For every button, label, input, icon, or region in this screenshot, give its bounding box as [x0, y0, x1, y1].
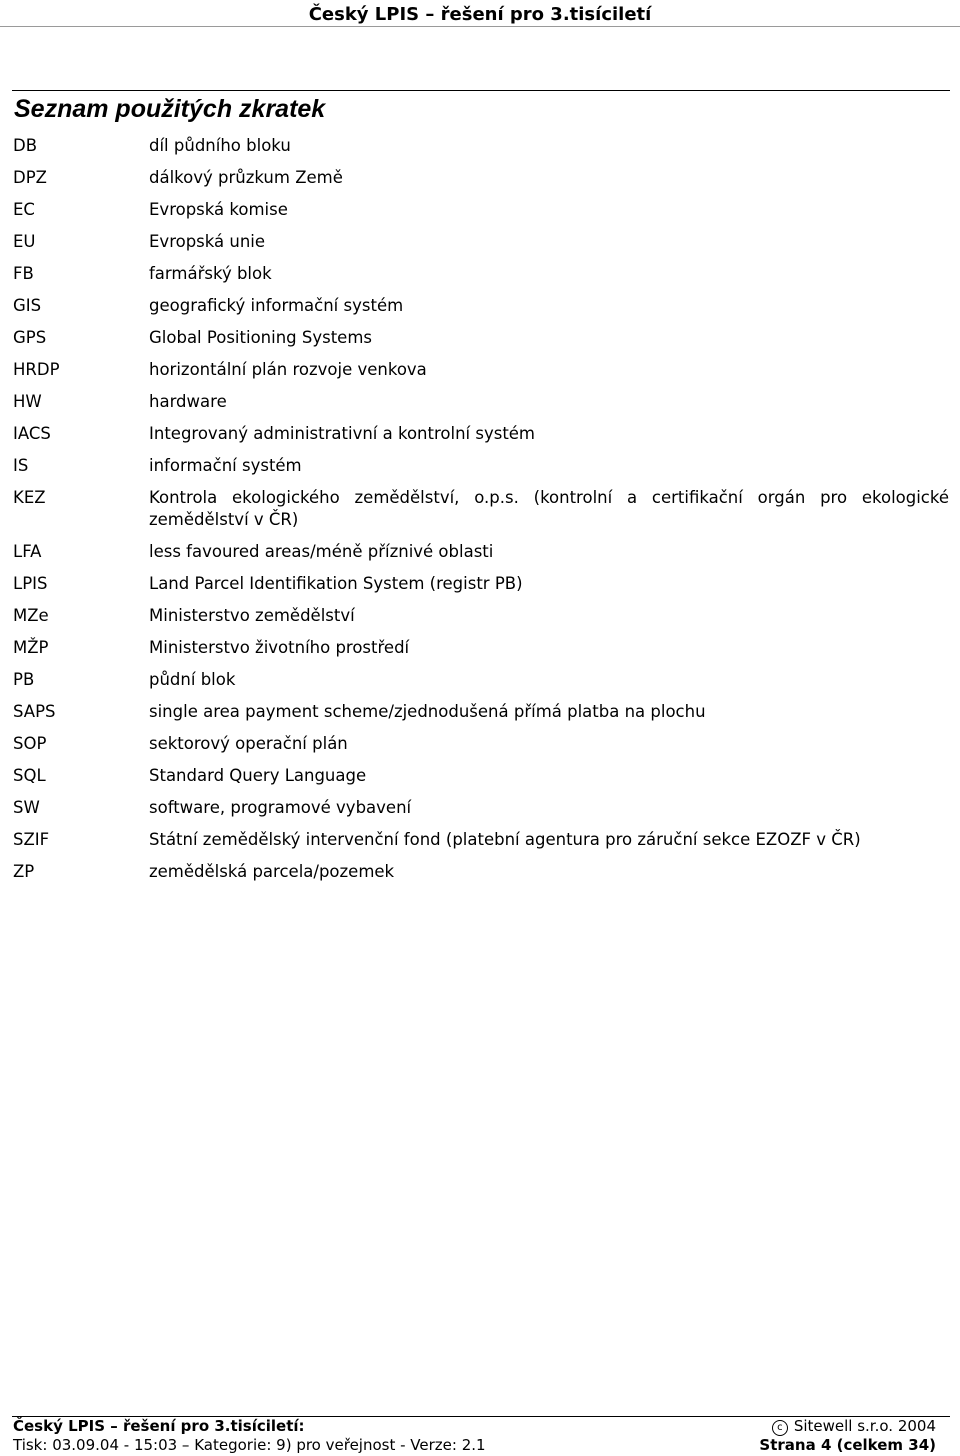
abbreviation-term: MZe	[13, 606, 49, 625]
abbreviation-row	[0, 760, 960, 792]
abbreviation-row	[0, 824, 960, 856]
abbreviation-description: Global Positioning Systems	[149, 328, 373, 347]
abbreviation-term: PB	[13, 670, 35, 689]
abbreviation-description: sektorový operační plán	[149, 734, 348, 753]
footer-bottom-line	[13, 1436, 936, 1454]
abbreviation-row	[0, 696, 960, 728]
abbreviation-term: EC	[13, 200, 35, 219]
abbreviation-description: horizontální plán rozvoje venkova	[149, 360, 427, 379]
abbreviation-description: díl půdního bloku	[149, 136, 291, 155]
abbreviation-row	[0, 536, 960, 568]
footer-doc-title: Český LPIS – řešení pro 3.tisíciletí:	[13, 1417, 305, 1435]
abbreviation-description: Kontrola ekologického zemědělství, o.p.s. (kontrolní a certifikační orgán pro ekologické zemědělství v ČR)	[149, 488, 949, 529]
abbreviation-row	[0, 290, 960, 322]
abbreviation-description: Integrovaný administrativní a kontrolní systém	[149, 424, 536, 443]
footer-page-info: Strana 4 (celkem 34)	[759, 1436, 936, 1454]
page-header-title: Český LPIS – řešení pro 3.tisíciletí	[308, 4, 652, 25]
abbreviation-term: FB	[13, 264, 34, 283]
abbreviation-row	[0, 856, 960, 888]
abbreviation-description: Státní zemědělský intervenční fond (platební agentura pro záruční sekce EZOZF v ČR)	[149, 830, 861, 849]
header-divider	[0, 26, 960, 27]
abbreviation-description: farmářský blok	[149, 264, 272, 283]
abbreviation-term: ZP	[13, 862, 35, 881]
abbreviation-row	[0, 354, 960, 386]
abbreviation-term: EU	[13, 232, 36, 251]
abbreviation-row	[0, 418, 960, 450]
copyright-icon: c	[772, 1420, 788, 1436]
abbreviation-row	[0, 728, 960, 760]
abbreviation-term: LFA	[13, 542, 42, 561]
abbreviation-row	[0, 792, 960, 824]
abbreviation-description: zemědělská parcela/pozemek	[149, 862, 395, 881]
abbreviation-term: IACS	[13, 424, 51, 443]
abbreviation-description: less favoured areas/méně příznivé oblasti	[149, 542, 494, 561]
abbreviation-description: půdní blok	[149, 670, 236, 689]
abbreviation-term: MŽP	[13, 638, 49, 657]
abbreviation-row	[0, 130, 960, 162]
footer-copyright	[772, 1417, 936, 1436]
abbreviation-row	[0, 322, 960, 354]
abbreviation-term: KEZ	[13, 488, 46, 507]
abbreviation-description: dálkový průzkum Země	[149, 168, 343, 187]
abbreviation-description: single area payment scheme/zjednodušená přímá platba na plochu	[149, 702, 706, 721]
abbreviation-term: SOP	[13, 734, 47, 753]
abbreviation-description: Evropská komise	[149, 200, 288, 219]
abbreviation-row	[0, 194, 960, 226]
section-title: Seznam použitých zkratek	[14, 95, 326, 123]
abbreviation-term: DPZ	[13, 168, 47, 187]
abbreviation-row	[0, 664, 960, 696]
footer-print-info: Tisk: 03.09.04 - 15:03 – Kategorie: 9) pro veřejnost - Verze: 2.1	[13, 1436, 486, 1454]
abbreviation-row	[0, 226, 960, 258]
abbreviation-description: software, programové vybavení	[149, 798, 412, 817]
abbreviation-description: informační systém	[149, 456, 302, 475]
abbreviation-description: Evropská unie	[149, 232, 266, 251]
abbreviation-description: Ministerstvo životního prostředí	[149, 638, 410, 657]
abbreviation-row	[0, 568, 960, 600]
abbreviation-row	[0, 162, 960, 194]
abbreviation-term: IS	[13, 456, 29, 475]
footer-top-line	[13, 1417, 936, 1436]
abbreviation-term: GIS	[13, 296, 42, 315]
abbreviation-row	[0, 450, 960, 482]
abbreviation-term: SQL	[13, 766, 46, 785]
abbreviation-description: Standard Query Language	[149, 766, 367, 785]
abbreviation-term: DB	[13, 136, 38, 155]
abbreviation-term: SZIF	[13, 830, 50, 849]
abbreviation-description: Land Parcel Identifikation System (registr PB)	[149, 574, 523, 593]
abbreviation-row	[0, 632, 960, 664]
abbreviation-description: geografický informační systém	[149, 296, 404, 315]
section-divider	[12, 90, 950, 91]
footer-copyright-text: Sitewell s.r.o. 2004	[793, 1417, 936, 1435]
abbreviation-term: SAPS	[13, 702, 56, 721]
abbreviation-list	[0, 130, 960, 888]
abbreviation-term: SW	[13, 798, 40, 817]
abbreviation-description: Ministerstvo zemědělství	[149, 606, 355, 625]
abbreviation-term: HW	[13, 392, 42, 411]
abbreviation-term: GPS	[13, 328, 47, 347]
abbreviation-term: LPIS	[13, 574, 48, 593]
abbreviation-row	[0, 482, 960, 536]
abbreviation-term: HRDP	[13, 360, 60, 379]
abbreviation-description: hardware	[149, 392, 227, 411]
abbreviation-row	[0, 386, 960, 418]
abbreviation-row	[0, 600, 960, 632]
abbreviation-row	[0, 258, 960, 290]
